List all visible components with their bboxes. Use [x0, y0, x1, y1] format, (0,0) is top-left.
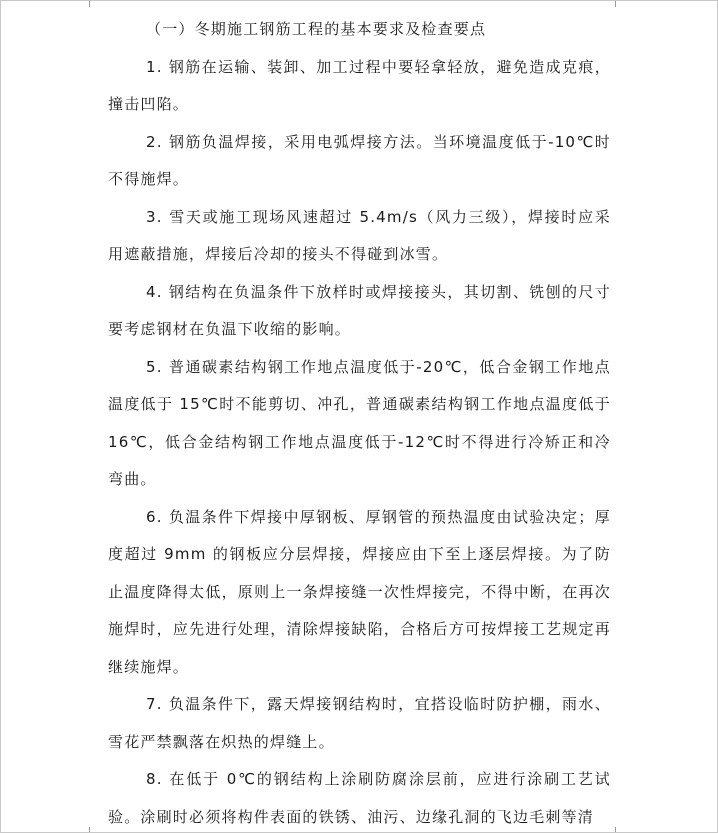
- crop-mark-top-right: [615, 1, 616, 7]
- paragraph-2: 2. 钢筋负温焊接，采用电弧焊接方法。当环境温度低于-10℃时不得施焊。: [108, 132, 611, 188]
- crop-mark-bottom-left: [89, 827, 90, 833]
- paragraph-8: 8. 在低于 0℃的钢结构上涂刷防腐涂层前，应进行涂刷工艺试验。涂刷时必须将构件表面的铁锈、油污、边缘孔洞的飞边毛刺等清: [108, 770, 611, 826]
- paragraph-3: 3. 雪天或施工现场风速超过 5.4m/s（风力三级），焊接时应采用遮蔽措施，焊接后冷却的接头不得碰到冰雪。: [108, 207, 611, 263]
- crop-mark-top-left: [89, 1, 90, 7]
- paragraph-7: 7. 负温条件下，露天焊接钢结构时，宜搭设临时防护棚，雨水、雪花严禁飘落在炽热的焊缝上。: [108, 695, 611, 751]
- section-heading: （一）冬期施工钢筋工程的基本要求及检查要点: [146, 20, 487, 38]
- crop-mark-bottom-right: [615, 827, 616, 833]
- paragraph-4: 4. 钢结构在负温条件下放样时或焊接接头，其切割、铣刨的尺寸要考虑钢材在负温下收缩的影响。: [108, 282, 611, 338]
- paragraph-5: 5. 普通碳素结构钢工作地点温度低于-20℃，低合金钢工作地点温度低于 15℃时不能剪切、冲孔，普通碳素结构钢工作地点温度低于 16℃，低合金结构钢工作地点温度低于-12℃时不得进行冷矫正和冷弯曲。: [108, 357, 611, 488]
- paragraph-6: 6. 负温条件下焊接中厚钢板、厚钢管的预热温度由试验决定；厚度超过 9mm 的钢板应分层焊接，焊接应由下至上逐层焊接。为了防止温度降得太低，原则上一条焊接缝一次性焊接完，不得中断，在再次施焊时，应先进行处理，清除焊接缺陷，合格后方可按焊接工艺规定再继续施焊。: [108, 507, 611, 676]
- document-body: [108, 11, 611, 833]
- paragraph-1: 1. 钢筋在运输、装卸、加工过程中要轻拿轻放，避免造成克痕，撞击凹陷。: [108, 57, 611, 113]
